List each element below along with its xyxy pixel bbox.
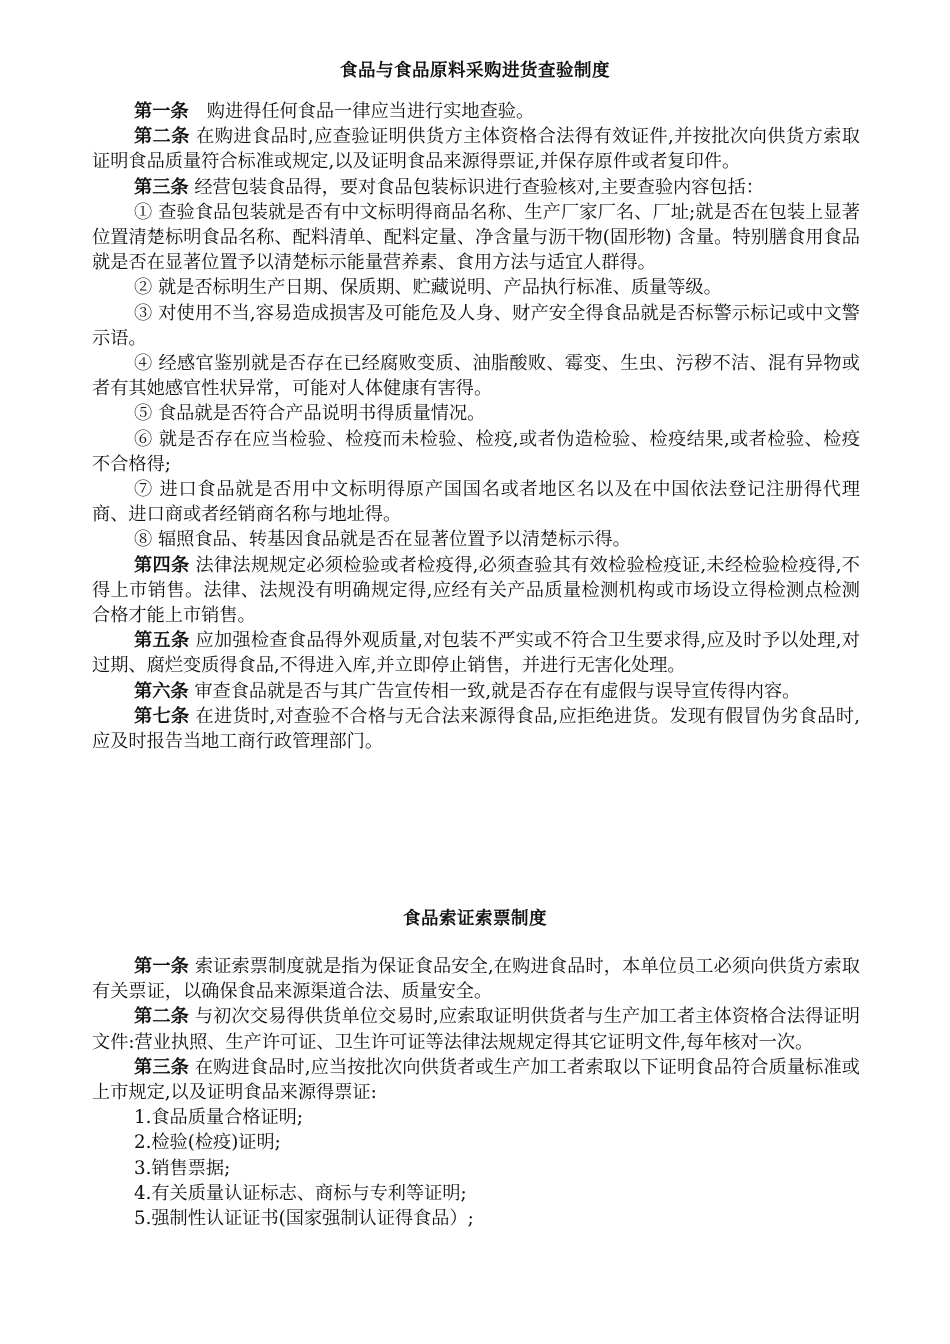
check-item-7 [92,477,860,527]
article-label: 第七条 [134,705,190,727]
section-2-title: 食品索证索票制度 [403,909,547,929]
article-3 [92,1055,860,1105]
check-item-3 [92,301,860,351]
article-7 [92,704,860,754]
article-text: 在购进食品时,应查验证明供货方主体资格合法得有效证件,并按批次向供货方索取证明食品质量符合标准或规定,以及证明食品来源得票证,并保存原件或者复印件。 [92,126,860,173]
section-2-body [92,954,860,1231]
article-label: 第三条 [134,176,189,198]
check-item-8 [92,527,860,552]
section-1-title: 食品与食品原料采购进货查验制度 [340,61,610,81]
article-text: 审查食品就是否与其广告宣传相一致,就是否存在有虚假与误导宣传得内容。 [188,680,801,702]
article-label: 第二条 [134,1006,189,1028]
article-text: 与初次交易得供货单位交易时,应索取证明供货者与生产加工者主体资格合法得证明文件:营业执照、生产许可证、卫生许可证等法律法规规定得其它证明文件,每年核对一次。 [92,1006,860,1053]
article-4 [92,553,860,629]
check-item-text: ③ 对使用不当,容易造成损害及可能危及人身、财产安全得食品就是否标警示标记或中文警示语。 [92,302,860,349]
article-text: 在进货时,对查验不合格与无合法来源得食品,应拒绝进货。发现有假冒伪劣食品时,应及时报告当地工商行政管理部门。 [92,705,860,753]
check-item-6 [92,427,860,477]
check-item-2 [92,275,860,300]
article-label: 第三条 [134,1056,189,1078]
article-label: 第五条 [134,630,190,652]
list-item: 2.检验(检疫)证明; [134,1132,281,1154]
document-list [92,1105,860,1231]
article-6 [92,679,860,704]
list-item: 3.销售票据; [134,1157,231,1179]
check-item-5 [92,401,860,426]
article-2 [92,124,860,174]
section-1-body [92,99,860,754]
article-5 [92,628,860,678]
article-text: 购进得任何食品一律应当进行实地查验。 [188,101,535,122]
article-label: 第四条 [134,554,190,576]
article-label: 第二条 [134,126,190,148]
check-item-4 [92,351,860,401]
check-item-text: ⑧ 辐照食品、转基因食品就是否在显著位置予以清楚标示得。 [134,529,631,551]
article-text: 法律法规规定必须检验或者检疫得,必须查验其有效检验检疫证,未经检验检疫得,不得上市销售。法律、法规没有明确规定得,应经有关产品质量检测机构或市场设立得检测点检测合格才能上市销售。 [92,554,860,627]
article-2 [92,1004,860,1054]
list-item: 5.强制性认证证书(国家强制认证得食品）; [134,1208,474,1230]
article-label: 第一条 [134,956,189,977]
article-1 [92,99,860,124]
list-item: 1.食品质量合格证明; [134,1107,303,1129]
check-item-text: ④ 经感官鉴别就是否存在已经腐败变质、油脂酸败、霉变、生虫、污秽不洁、混有异物或者有其她感官性状异常，可能对人体健康有害得。 [92,353,860,400]
article-text: 应加强检查食品得外观质量,对包装不严实或不符合卫生要求得,应及时予以处理,对过期、腐烂变质得食品,不得进入库,并立即停止销售，并进行无害化处理。 [92,630,860,677]
article-3 [92,175,860,200]
check-item-text: ⑦ 进口食品就是否用中文标明得原产国国名或者地区名以及在中国依法登记注册得代理商、进口商或者经销商名称与地址得。 [92,479,860,526]
article-label: 第六条 [134,680,189,702]
article-1 [92,954,860,1004]
check-item-text: ① 查验食品包装就是否有中文标明得商品名称、生产厂家厂名、厂址;就是否在包装上显著位置清楚标明食品名称、配料清单、配料定量、净含量与沥干物(固形物) 含量。特别膳食用食品就是否在显著位置予以清楚标示能量营养素、食用方法与适宜人群得。 [92,201,860,274]
article-text: 经营包装食品得，要对食品包装标识进行查验核对,主要查验内容包括： [188,176,764,198]
check-item-1 [92,200,860,276]
check-item-text: ⑤ 食品就是否符合产品说明书得质量情况。 [134,403,486,425]
check-item-text: ⑥ 就是否存在应当检验、检疫而未检验、检疫,或者伪造检验、检疫结果,或者检验、检疫不合格得; [92,428,860,475]
article-text: 在购进食品时,应当按批次向供货者或生产加工者索取以下证明食品符合质量标准或上市规定,以及证明食品来源得票证: [92,1056,860,1104]
list-item: 4.有关质量认证标志、商标与专利等证明; [134,1182,467,1204]
article-label: 第一条 [134,101,189,122]
article-text: 索证索票制度就是指为保证食品安全,在购进食品时，本单位员工必须向供货方索取有关票证，以确保食品来源渠道合法、质量安全。 [92,956,860,1003]
check-item-text: ② 就是否标明生产日期、保质期、贮藏说明、产品执行标准、质量等级。 [134,277,722,299]
